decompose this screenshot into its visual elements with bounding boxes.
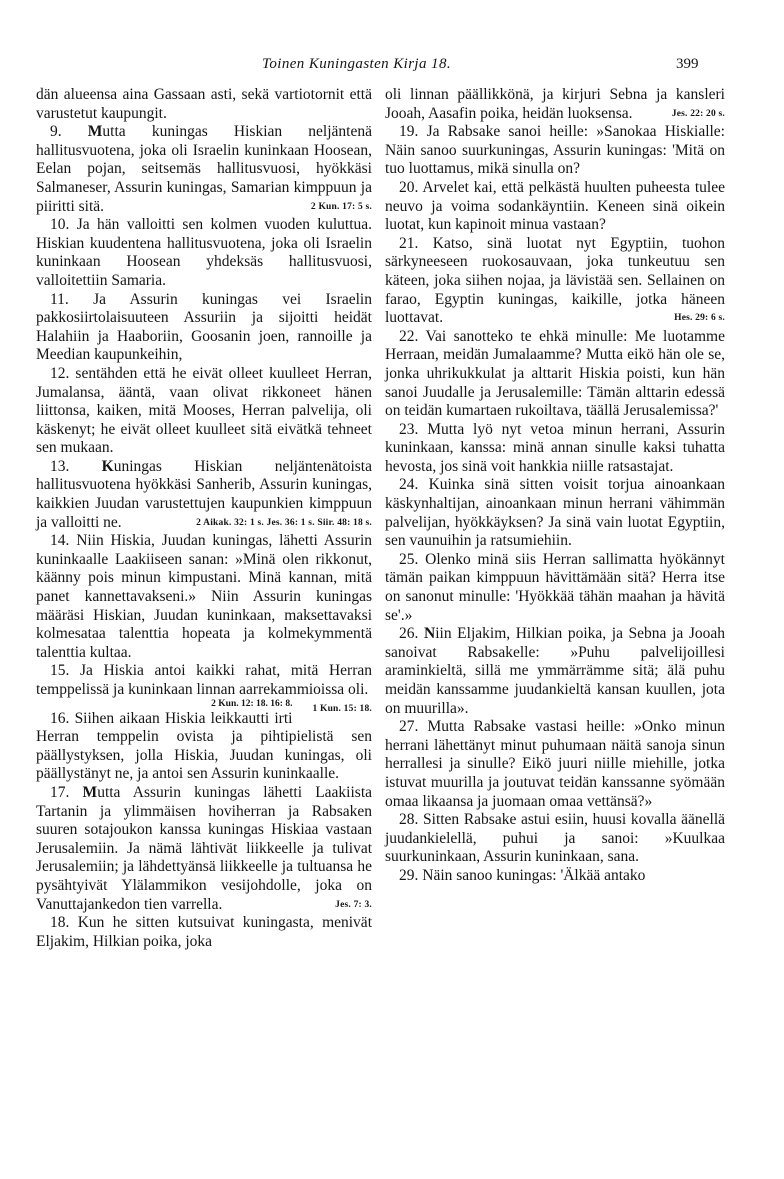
verse-number: 14. [50,532,77,550]
verse [385,811,725,867]
verse-number: 27. [399,718,428,736]
verse [36,710,372,784]
verse-number: 15. [50,662,80,680]
verse-text: Ja Hiskia antoi kaikki rahat, mitä Herran temppelissä ja kuninkaan linnan aarrekammioissa oli. [36,662,373,698]
verse-text: Kuinka sinä sitten voisit torjua ainoankaan käskynhaltijan, ainoankaan minun herrani vähimmän palvelijan, hyökkäyksen? Ja sinä vain luotat Egyptiin, sen vaunuihin ja ratsumiehiin. [385,476,726,550]
verse-initial: K [101,457,114,475]
verse [36,532,372,662]
cross-reference: 2 Kun. 17: 5 s. [310,201,372,212]
verse-text: Arvelet kai, että pelkästä huulten puheesta tulee neuvo ja voima sodankäyntiin. Keneen sinä oikein luotat, kun kapinoit minua vastaan? [385,178,725,234]
verse-text: dän alueensa aina Gassaan asti, sekä vartiotornit että varustetut kaupungit. [36,86,372,122]
cross-reference: Hes. 29: 6 s. [674,313,725,324]
verse [385,123,725,179]
verse-text: Ja Assurin kuningas vei Israelin pakkosiirtolaisuuteen Assuriin ja sijoitti heidät Halahiin ja Haaboriin, Goosanin joen, rannoille ja Meedian kaupunkeihin, [36,290,372,364]
page-header [0,56,784,80]
verse-number: 24. [399,476,429,494]
verse-initial: M [82,783,98,801]
verse [385,86,725,123]
verse [385,421,725,477]
verse-number: 12. [50,364,76,382]
verse-number: 9. [50,123,88,141]
verse-number: 11. [50,290,94,308]
verse-text: Niin Hiskia, Juudan kuningas, lähetti Assurin kuninkaalle Laakiiseen sanan: »Minä olen rikkonut, käänny pois minun kimpustani. Minä kannan, mitä panet kannettavakseni.» Niin Assurin kuningas määräsi Hiskian, Juudan kuninkaan, maksettavaksi kolmesataa talenttia hopeata ja kolmekymmentä talenttia kultaa. [36,532,372,661]
verse [36,123,372,216]
running-title: Toinen Kuningasten Kirja 18. [262,56,452,72]
verse [385,179,725,235]
verse [385,718,725,811]
verse [385,235,725,328]
verse [385,625,725,718]
verse [385,867,725,886]
verse-number: 25. [399,550,426,568]
verse [36,291,372,365]
verse-number: 29. [399,866,423,884]
right-column [385,86,725,886]
verse-text: Kun he sitten kutsuivat kuningasta, menivät Eljakim, Hilkian poika, joka [36,914,372,950]
cross-reference: 2 Aikak. 32: 1 s. Jes. 36: 1 s. Siir. 48: 18 s. [196,517,372,528]
left-column [36,86,372,951]
cross-reference: Jes. 22: 20 s. [671,108,725,119]
verse-number: 16. [50,709,75,727]
verse-text: Siihen aikaan Hiskia leikkautti irti Herran temppelin ovista ja pihtipielistä sen päällystyksen, jolla Hiskia, Juudan kuningas, oli päällystänyt ne, ja antoi sen Assurin kuninkaalle. [36,709,372,783]
verse-number: 18. [50,914,78,932]
verse-initial: M [87,123,103,141]
verse-text: Ja Rabsake sanoi heille: »Sanokaa Hiskialle: Näin sanoo suurkuningas, Assurin kuningas: 'Mitä on tuo luottamus, mikä sinulla on? [385,123,725,178]
verse-initial: N [424,625,436,643]
verse [36,86,372,123]
verse-number: 23. [399,420,428,438]
verse [36,365,372,458]
cross-reference: 1 Kun. 15: 18. [312,703,372,714]
verse-number: 28. [399,811,424,829]
verse-text: iin Eljakim, Hilkian poika, ja Sebna ja Jooah sanoivat Rabsakelle: »Puhu palvelijoillesi araminkieltä, sillä me ymmärrämme sitä; älä puhu meidän kanssamme juudankieltä kansan kuullen, jota on muurilla». [385,625,726,717]
verse [385,476,725,550]
verse-text: Ja hän valloitti sen kolmen vuoden kuluttua. Hiskian kuudentena hallitusvuotena, joka oli Israelin kuninkaan Hoosean yhdeksäs hallitusvuosi, valloitettiin Samaria. [36,216,373,289]
verse-number: 20. [399,178,423,196]
verse-text: Vai sanotteko te ehkä minulle: Me luotamme Herraan, meidän Jumalaamme? Mutta eikö hän ole se, jonka uhrikukkulat ja alttarit Hiskia poisti, kun hän sanoi Juudalle ja Jerusalemille: Tämän alttarin edessä on teidän kumartaen rukoiltava, täällä Jerusalemissa?' [385,327,725,420]
verse-text: oli linnan päällikkönä, ja kirjuri Sebna ja kansleri Jooah, Aasafin poika, heidän luoksensa. [385,86,725,122]
verse-text: Sitten Rabsake astui esiin, huusi kovalla äänellä juudankielellä, puhui ja sanoi: »Kuulkaa suurkuninkaan, Assurin kuninkaan, sana. [385,811,725,866]
verse-text: utta kuningas Hiskian neljäntenä hallitusvuotena, joka oli Israelin kuninkaan Hoosean, Eelan pojan, seitsemäs hallitusvuosi, hyökkäsi Salmaneser, Assurin kuningas, Samarian kimppuun ja piiritti sitä. [36,123,372,215]
verse [36,458,372,532]
verse-number: 19. [399,123,427,141]
cross-reference: Jes. 7: 3. [335,899,372,910]
verse-text: Näin sanoo kuningas: 'Älkää antako [422,866,646,884]
verse-text: Mutta lyö nyt vetoa minun herrani, Assurin kuninkaan, kanssa: minä annan sinulle kaksi tuhatta hevosta, jos sinä voit hankkia niille ratsastajat. [385,420,725,475]
verse-text: sentähden että he eivät olleet kuulleet Herran, Jumalansa, ääntä, vaan olivat rikkoneet hänen liittonsa, kaiken, mitä Mooses, Herran palvelija, oli käskenyt; he eivät olleet kuulleet sitä eivätkä tehneet sen mukaan. [36,364,373,457]
verse-number: 13. [50,457,102,475]
verse-number: 26. [399,625,424,643]
verse-number: 17. [50,783,83,801]
verse-text: uningas Hiskian neljäntenätoista hallitusvuotena hyökkäsi Sanherib, Assurin kuningas, kaikkien Juudan varustettujen kaupunkien kimppuun ja valloitti ne. [36,457,372,531]
verse [36,216,372,290]
verse [36,914,372,951]
verse-text: utta Assurin kuningas lähetti Laakiista Tartanin ja ylimmäisen hoviherran ja Rabsaken suuren sotajoukon kanssa kuningas Hiskiaa vastaan Jerusalemiin. Ja nämä lähtivät liikkeelle ja tulivat Jerusalemiin; ja lähdettyänsä liikkeelle ja tultuansa he pysähtyivät Ylälammikon vesijohdolle, joka on Vanuttajankedon tien varrella. [36,783,372,913]
verse-number: 22. [399,327,426,345]
verse [36,784,372,914]
verse-text: Katso, sinä luotat nyt Egyptiin, tuohon särkyneeseen ruokosauvaan, joka tunkeutuu sen käteen, joka siihen nojaa, ja lävistää sen. Sellainen on farao, Egyptin kuningas, kaikille, jotka häneen luottavat. [385,234,726,327]
verse-number: 21. [399,234,433,252]
page-number: 399 [676,56,699,72]
verse-text: Olenko minä siis Herran sallimatta hyökännyt tämän paikan kimppuun hävittämään sitä? Herra itse on sanonut minulle: 'Hyökkää tähän maahan ja hävitä se'.» [385,550,725,624]
verse [385,551,725,625]
cross-reference: 2 Kun. 12: 18. 16: 8. [211,698,293,709]
verse-text: Mutta Rabsake vastasi heille: »Onko minun herrani lähettänyt minut puhumaan näitä sanoja sinun herrallesi ja sinulle? Eikö juuri niille miehille, jotka istuvat muurilla ja joutuvat teidän kanssanne syömään omaa likaansa ja juomaan omaa vettänsä?» [385,718,725,810]
verse-number: 10. [50,216,77,234]
verse [385,328,725,421]
